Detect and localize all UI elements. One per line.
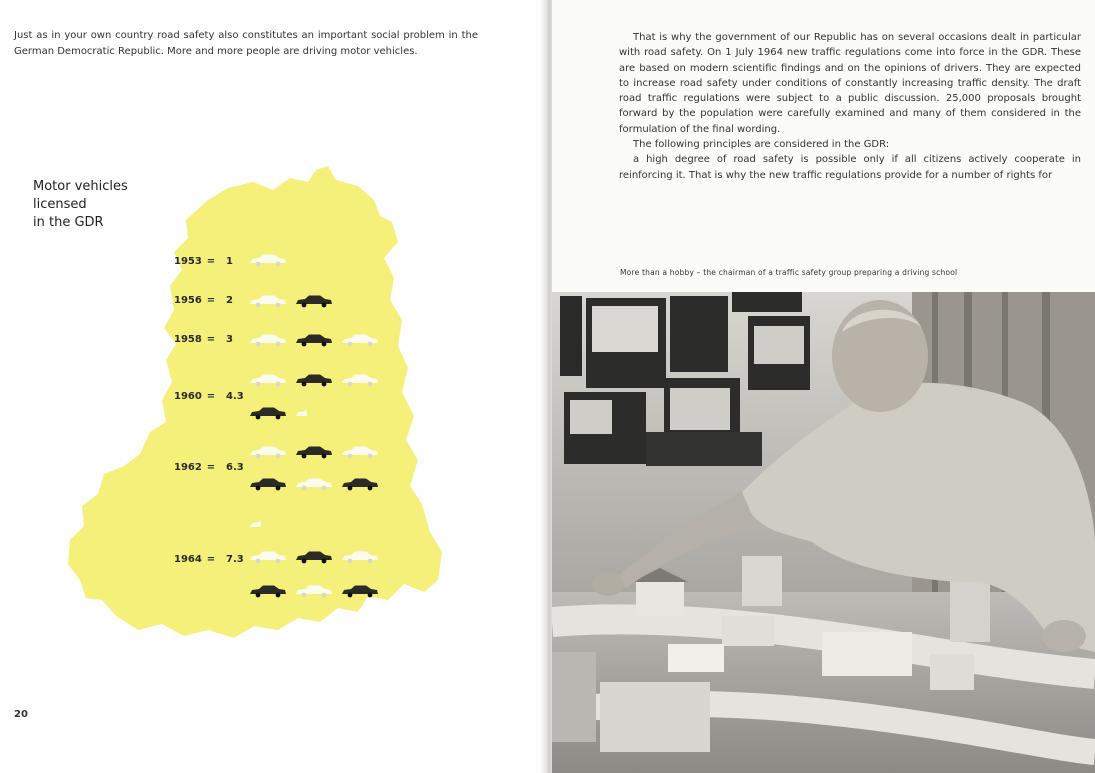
car-symbol — [294, 444, 334, 458]
gdr-map-silhouette — [58, 160, 453, 720]
car-symbol — [248, 293, 288, 307]
right-page — [552, 0, 1095, 773]
car-symbol — [294, 583, 334, 597]
intro-text-left: Just as in your own country road safety also constitutes an important social problem in the German Democratic Republic. More and more people are driving motor vehicles. — [14, 30, 478, 57]
car-symbol — [248, 476, 288, 490]
car-symbol — [294, 476, 334, 490]
car-symbol — [294, 372, 334, 386]
chart-title — [33, 178, 153, 232]
row-equals: = — [206, 391, 216, 402]
car-symbol — [294, 405, 334, 419]
map-shape — [68, 166, 442, 638]
chart-title-line: Motor vehicles — [33, 179, 128, 194]
row-equals: = — [206, 295, 216, 306]
car-symbol — [340, 332, 380, 346]
row-year: 1953 — [174, 256, 202, 267]
car-symbol — [248, 549, 288, 563]
row-value: 6.3 — [226, 462, 244, 473]
car-symbol — [248, 444, 288, 458]
row-value: 3 — [226, 334, 233, 345]
car-symbol — [340, 583, 380, 597]
paragraph: a high degree of road safety is possible only if all citizens actively cooperate in reinforcing it. That is why the new traffic regulations provide for a number of rights for — [619, 154, 1081, 181]
paragraph: The following principles are considered in the GDR: — [633, 139, 890, 151]
row-equals: = — [206, 334, 216, 345]
car-symbol — [248, 372, 288, 386]
row-value: 1 — [226, 256, 233, 267]
row-equals: = — [206, 462, 216, 473]
car-symbol — [294, 332, 334, 346]
row-equals: = — [206, 256, 216, 267]
row-year: 1962 — [174, 462, 202, 473]
row-year: 1964 — [174, 554, 202, 565]
car-symbol — [248, 332, 288, 346]
photo-caption: More than a hobby – the chairman of a traffic safety group preparing a driving school — [620, 268, 958, 277]
car-symbol — [340, 444, 380, 458]
body-text-right — [619, 30, 1081, 183]
photo-model-traffic-layout — [552, 292, 1095, 773]
car-symbol — [340, 549, 380, 563]
row-year: 1956 — [174, 295, 202, 306]
car-symbol — [294, 549, 334, 563]
row-value: 4.3 — [226, 391, 244, 402]
car-symbol — [248, 252, 288, 266]
row-year: 1960 — [174, 391, 202, 402]
paragraph: That is why the government of our Republic has on several occasions dealt in particular with road safety. On 1 July 1964 new traffic regulations come into force in the GDR. These are based on modern scientific findings and on the opinions of drivers. They are expected to increase road safety under conditions of constantly increasing traffic density. The draft road traffic regulations were subject to a public discussion. 25,000 proposals brought forward by the population were carefully examined and many of them considered in the formulation of the final wording. — [619, 32, 1081, 135]
car-symbol — [248, 405, 288, 419]
car-symbol — [248, 583, 288, 597]
chart-title-line: in the GDR — [33, 215, 104, 230]
chart-title-line: licensed — [33, 197, 87, 212]
car-symbol — [294, 293, 334, 307]
car-symbol — [340, 476, 380, 490]
row-equals: = — [206, 554, 216, 565]
row-year: 1958 — [174, 334, 202, 345]
row-value: 2 — [226, 295, 233, 306]
page-number: 20 — [14, 709, 28, 720]
car-symbol — [340, 372, 380, 386]
car-symbol — [248, 516, 288, 530]
row-value: 7.3 — [226, 554, 244, 565]
